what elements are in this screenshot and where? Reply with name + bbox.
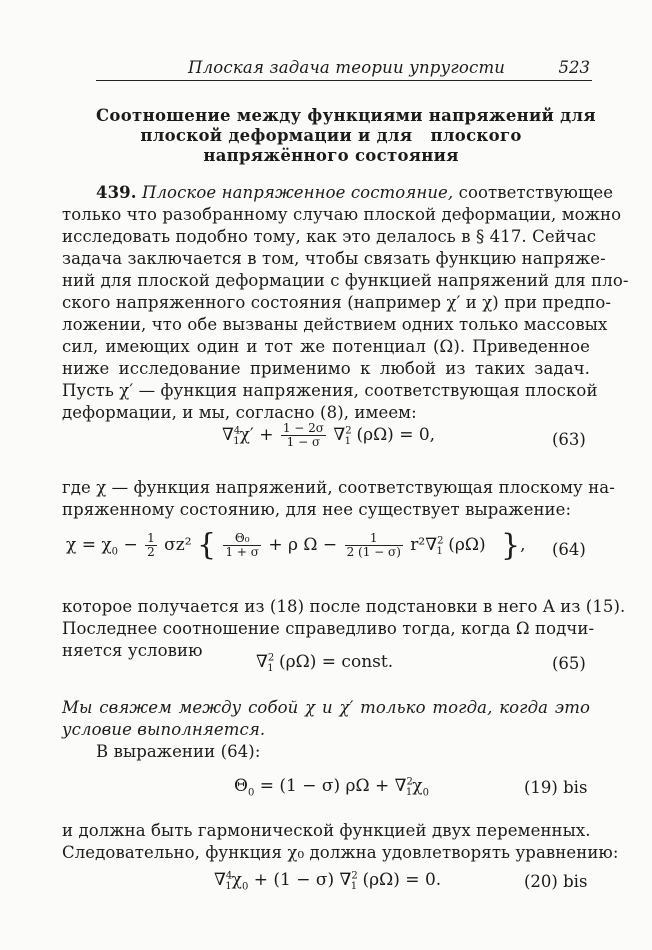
page-number: 523: [558, 58, 590, 77]
equation-19bis: $\Theta_0 = (1 - \sigma) \rho\Omega + \nabla^2_1\chi_0$: [234, 776, 429, 799]
equation-65: ∇$^2_1$ (ρΩ) = const.: [256, 652, 394, 675]
para1-line-11: деформации, и мы, согласно (8), имеем:: [62, 403, 417, 422]
equation-19bis-tag: (19) bis: [524, 778, 588, 797]
eq20-rhs: (ρΩ) = 0.: [362, 870, 442, 890]
eq19-chi: χ: [412, 776, 423, 796]
para3-line-3: няется условию: [62, 641, 203, 660]
para6-line-2: Следовательно, функция χ₀ должна удовлетворять уравнению:: [62, 843, 619, 862]
eq63-frac-numerator: 1 − 2σ: [282, 421, 324, 435]
eq63-nabla: ∇: [222, 425, 234, 445]
para6-line-1: и должна быть гармонической функцией двух переменных.: [62, 821, 591, 840]
para1-line-1: [96, 183, 614, 203]
eq65-rhs: (ρΩ) = const.: [279, 652, 394, 672]
eq64-sigma-z2: σz²: [164, 535, 192, 555]
eq64-f2-den: 1 + σ: [225, 545, 259, 559]
eq63-nabla-2: ∇: [333, 425, 346, 445]
running-head: [96, 58, 592, 81]
eq20-chi: χ: [231, 870, 242, 890]
para1-italic-lead: Плоское напряженное состояние,: [141, 183, 454, 202]
equation-20bis: $\nabla^4_1\chi_0 + (1 - \sigma)$ ∇$^2_1$ (ρΩ) = 0.: [214, 870, 442, 893]
eq64-fraction-theta: [223, 532, 261, 559]
para1-line-2: только что разобранному случаю плоской деформации, можно: [62, 205, 622, 224]
equation-63: ∇$^4_1$χ′ + $\frac{1 - 2\sigma}{1 - \sigma}$ ∇$^2_1$ (ρΩ) = 0,: [222, 421, 436, 449]
eq64-chi: χ = χ: [66, 535, 112, 555]
para1-line-1-rest: соответствующее: [458, 183, 614, 202]
eq63-rhs: (ρΩ) = 0,: [356, 425, 436, 445]
equation-65-tag: (65): [552, 654, 586, 673]
running-title: Плоская задача теории упругости: [188, 58, 506, 77]
eq64-close-brace: }: [501, 527, 521, 563]
heading-line-3: напряжённого состояния: [203, 146, 459, 165]
eq63-frac-denominator: 1 − σ: [286, 435, 321, 449]
para2-line-1: где χ — функция напряжений, соответствующая плоскому на-: [62, 478, 615, 497]
para1-line-6: ского напряженного состояния (например χ′ и χ) при предпо-: [62, 293, 612, 312]
para1-line-10: Пусть χ′ — функция напряжения, соответствующая плоской: [62, 381, 598, 400]
eq19-theta: Θ: [234, 776, 248, 796]
para2-line-2: пряженному состоянию, для нее существует выражение:: [62, 500, 572, 519]
para1-line-3: исследовать подобно тому, как это делалось в § 417. Сейчас: [62, 227, 597, 246]
eq64-fraction-sigma: [345, 532, 403, 559]
para1-line-8: сил, имеющих один и тот же потенциал (Ω). Приведенное: [62, 337, 590, 356]
eq64-rho-omega: + ρ Ω −: [268, 535, 338, 555]
para1-line-9: ниже исследование применимо к любой из таких задач.: [62, 359, 590, 378]
eq63-chi-prime: χ′ +: [239, 425, 274, 445]
equation-63-tag: (63): [552, 430, 586, 449]
eq64-rho-omega-2: (ρΩ): [448, 535, 486, 555]
para4-line-2: условие выполняется.: [62, 720, 266, 739]
heading-line-2: плоской деформации и для плоского: [140, 126, 522, 145]
section-heading: [96, 106, 596, 166]
eq19-middle: = (1 − σ) ρΩ + ∇: [259, 776, 407, 796]
eq63-fraction: [281, 422, 326, 449]
para3-line-2: Последнее соотношение справедливо тогда, когда Ω подчи-: [62, 619, 595, 638]
eq64-open-brace: {: [196, 527, 217, 563]
para1-line-4: задача заключается в том, чтобы связать функцию напряже-: [62, 249, 606, 268]
eq64-r2-nabla: r²∇: [410, 535, 438, 555]
eq64-f1-num: 1: [147, 531, 155, 545]
equation-64: $\chi = \chi_0$ − $\frac{1}{2}$ σz² { $\frac{\text{Θ₀}}{1 + \sigma}$ + ρ Ω − $\frac{1}{2 (1 - \sigma)}$ r²∇$^2_1$ (ρΩ) },: [66, 527, 526, 563]
eq64-f1-den: 2: [147, 545, 155, 559]
eq20-middle: + (1 − σ) ∇: [253, 870, 352, 890]
para4-line-1: Мы свяжем между собой χ и χ′ только тогда, когда это: [62, 698, 590, 717]
eq65-nabla: ∇: [256, 652, 268, 672]
equation-64-tag: (64): [552, 540, 586, 559]
equation-20bis-tag: (20) bis: [524, 872, 588, 891]
eq64-f3-num: 1: [345, 532, 403, 546]
heading-line-1: Соотношение между функциями напряжений для: [96, 106, 596, 125]
para1-line-7: ложении, что обе вызваны действием одних только массовых: [62, 315, 608, 334]
para3-line-1: которое получается из (18) после подстановки в него A из (15).: [62, 597, 626, 616]
eq20-nabla: ∇: [214, 870, 226, 890]
para1-line-5: ний для плоской деформации с функцией напряжений для пло-: [62, 271, 629, 290]
eq64-f2-num: Θ₀: [223, 532, 261, 546]
para5-line-1: В выражении (64):: [96, 742, 261, 761]
eq64-fraction-half: [145, 532, 157, 559]
paragraph-number: 439.: [96, 183, 137, 202]
eq64-f3-den: 2 (1 − σ): [346, 545, 401, 559]
eq64-minus: −: [123, 535, 138, 555]
